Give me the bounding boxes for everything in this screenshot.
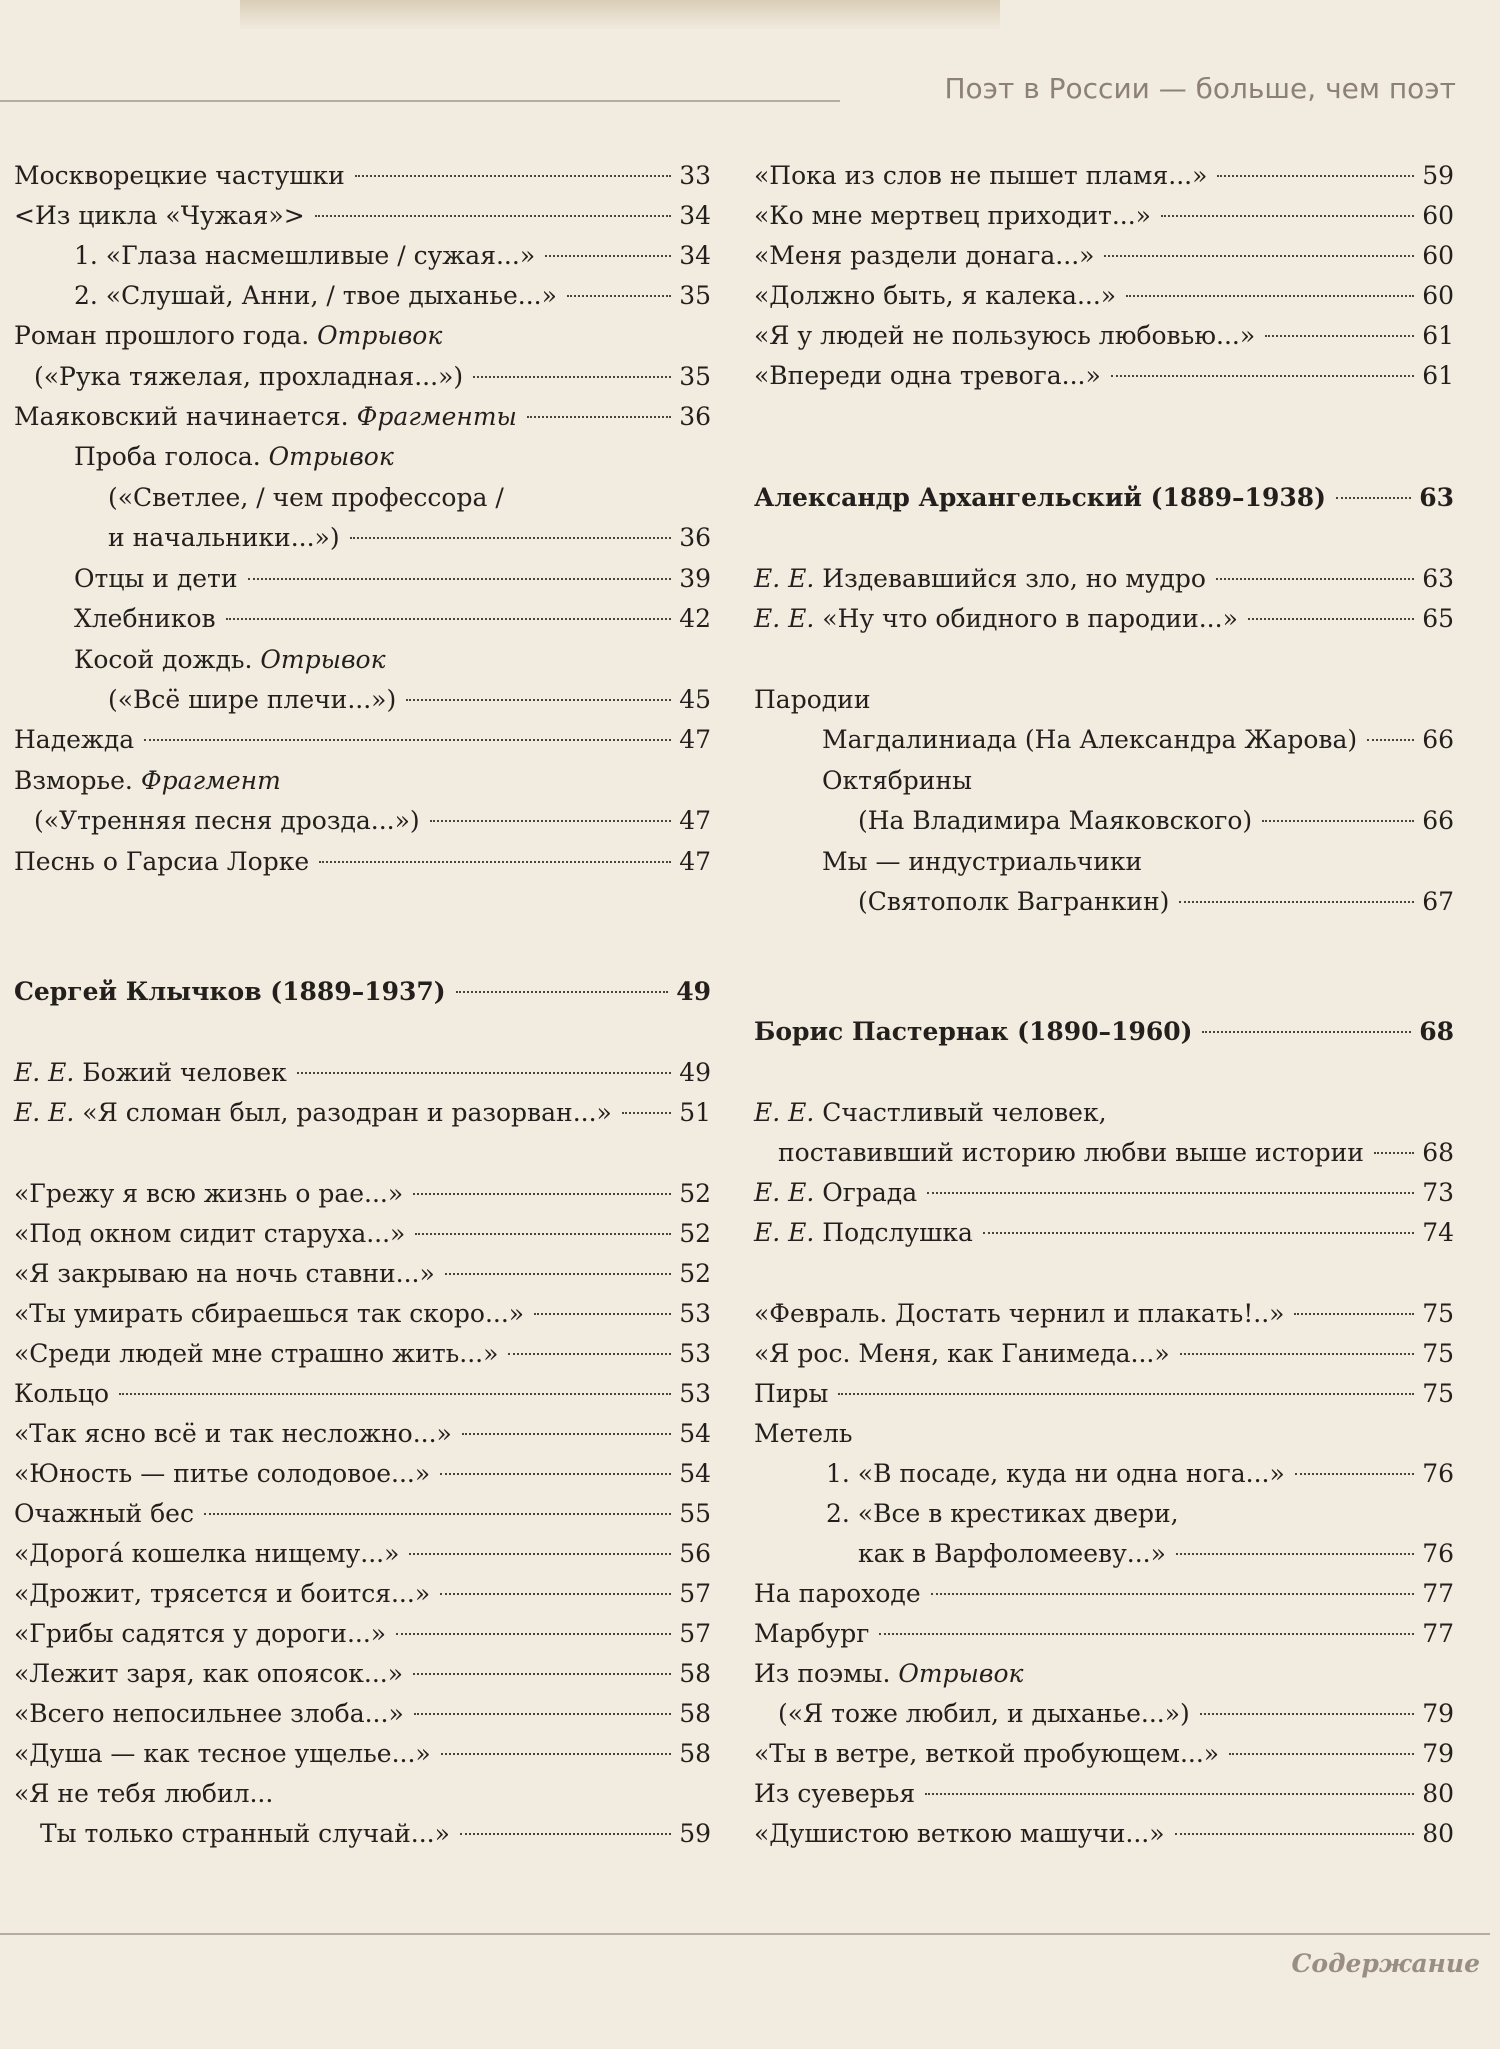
entry-title: Косой дождь. Отрывок <box>74 645 386 674</box>
entry-italic: Е. Е. <box>754 604 815 633</box>
page-number: 34 <box>679 201 711 230</box>
dot-leader <box>440 1593 671 1595</box>
dot-leader <box>415 1233 671 1235</box>
entry-title: («Рука тяжелая, прохладная...») <box>34 362 464 391</box>
entry-title: Роман прошлого года. Отрывок <box>14 321 443 350</box>
dot-leader <box>119 1393 671 1395</box>
toc-entry[interactable] <box>14 846 711 878</box>
dot-leader <box>1216 578 1414 580</box>
dot-leader <box>315 215 672 217</box>
dot-leader <box>460 1833 671 1835</box>
toc-entry[interactable] <box>14 200 711 232</box>
dot-leader <box>204 1513 671 1515</box>
page-number: 60 <box>1422 281 1454 310</box>
entry-title: Отцы и дети <box>74 564 238 593</box>
toc-entry[interactable] <box>754 160 1454 192</box>
page-number: 61 <box>1422 361 1454 390</box>
toc-entry[interactable] <box>754 603 1454 635</box>
page-number: 59 <box>1422 161 1454 190</box>
dot-leader <box>226 618 672 620</box>
toc-author-heading[interactable] <box>14 976 711 1008</box>
dot-leader <box>1294 1313 1414 1315</box>
entry-italic: Отрывок <box>268 442 394 471</box>
entry-title: Хлебников <box>74 604 216 633</box>
author-title: Сергей Клычков (1889–1937) <box>14 977 446 1006</box>
toc-entry[interactable] <box>14 1618 711 1650</box>
dot-leader <box>925 1793 1414 1795</box>
toc-author-heading[interactable] <box>754 1016 1454 1048</box>
dot-leader <box>1175 1833 1415 1835</box>
entry-title: «Должно быть, я калека...» <box>754 281 1117 310</box>
dot-leader <box>527 416 671 418</box>
page-number: 58 <box>679 1659 711 1688</box>
dot-leader <box>1265 335 1414 337</box>
page-number: 61 <box>1422 321 1454 350</box>
header-ornament <box>240 0 1000 30</box>
entry-title: «Меня раздели донага...» <box>754 241 1095 270</box>
entry-title: «Ко мне мертвец приходит...» <box>754 201 1151 230</box>
dot-leader <box>1111 375 1414 377</box>
entry-italic: Е. Е. <box>754 1178 815 1207</box>
entry-title: Е. Е. Подслушка <box>754 1218 973 1247</box>
entry-title: Марбург <box>754 1619 870 1648</box>
toc-entry-line <box>754 765 1454 797</box>
entry-title: Маяковский начинается. Фрагменты <box>14 402 517 431</box>
toc-entry[interactable] <box>754 1778 1454 1810</box>
dot-leader <box>983 1232 1414 1234</box>
dot-leader <box>409 1553 671 1555</box>
page-number: 52 <box>679 1179 711 1208</box>
entry-title: 2. «Все в крестиках двери, <box>826 1499 1179 1528</box>
entry-title: «Февраль. Достать чернил и плакать!..» <box>754 1299 1285 1328</box>
entry-italic: Е. Е. <box>754 1098 815 1127</box>
page-header-title: Поэт в России — больше, чем поэт <box>944 72 1456 105</box>
page-number: 79 <box>1422 1699 1454 1728</box>
entry-title: Москворецкие частушки <box>14 161 345 190</box>
footer-rule <box>0 1933 1490 1935</box>
entry-title: Пародии <box>754 685 871 714</box>
page-number: 55 <box>679 1499 711 1528</box>
toc-entry[interactable] <box>14 1658 711 1690</box>
entry-italic: Е. Е. <box>754 1218 815 1247</box>
entry-title: «Я рос. Меня, как Ганимеда...» <box>754 1339 1170 1368</box>
dot-leader <box>319 861 671 863</box>
toc-entry[interactable] <box>14 401 711 433</box>
toc-entry[interactable] <box>14 1338 711 1370</box>
toc-entry[interactable] <box>754 1578 1454 1610</box>
page-number: 35 <box>679 281 711 310</box>
toc-entry[interactable] <box>14 603 711 635</box>
page-number: 80 <box>1422 1819 1454 1848</box>
dot-leader <box>440 1473 671 1475</box>
dot-leader <box>144 739 671 741</box>
toc-entry[interactable] <box>14 1178 711 1210</box>
entry-title: 1. «Глаза насмешливые / сужая...» <box>74 241 536 270</box>
entry-title: (На Владимира Маяковского) <box>858 806 1253 835</box>
toc-entry[interactable] <box>754 886 1454 918</box>
page-number: 54 <box>679 1459 711 1488</box>
dot-leader <box>927 1192 1414 1194</box>
entry-italic: Фрагмент <box>140 766 281 795</box>
entry-title: Е. Е. «Я сломан был, разодран и разорван...» <box>14 1098 612 1127</box>
page-number: 63 <box>1419 483 1454 512</box>
toc-entry[interactable] <box>14 724 711 756</box>
dot-leader <box>414 1713 671 1715</box>
dot-leader <box>413 1193 671 1195</box>
entry-title: «Лежит заря, как опоясок...» <box>14 1659 404 1688</box>
entry-title: Надежда <box>14 725 135 754</box>
dot-leader <box>1176 1553 1414 1555</box>
toc-entry[interactable] <box>754 320 1454 352</box>
dot-leader <box>622 1112 671 1114</box>
entry-italic: Е. Е. <box>754 564 815 593</box>
page-number: 73 <box>1422 1178 1454 1207</box>
entry-title: «Впереди одна тревога...» <box>754 361 1101 390</box>
page-number: 77 <box>1422 1619 1454 1648</box>
entry-title: («Утренняя песня дрозда...») <box>34 806 420 835</box>
entry-title: Взморье. Фрагмент <box>14 766 281 795</box>
dot-leader <box>1229 1753 1414 1755</box>
dot-leader <box>545 255 671 257</box>
page-number: 75 <box>1422 1299 1454 1328</box>
entry-title: Е. Е. Издевавшийся зло, но мудро <box>754 564 1206 593</box>
toc-entry[interactable] <box>754 1137 1454 1169</box>
page-number: 53 <box>679 1379 711 1408</box>
toc-entry-line <box>754 1498 1454 1530</box>
toc-entry[interactable] <box>754 805 1454 837</box>
dot-leader <box>1202 1031 1411 1033</box>
toc-entry[interactable] <box>14 1538 711 1570</box>
entry-title: «Душа — как тесное ущелье...» <box>14 1739 431 1768</box>
page-number: 54 <box>679 1419 711 1448</box>
entry-title: Е. Е. «Ну что обидного в пародии...» <box>754 604 1238 633</box>
toc-entry[interactable] <box>14 1097 711 1129</box>
dot-leader <box>1179 901 1414 903</box>
dot-leader <box>534 1313 671 1315</box>
entry-title: «Среди людей мне страшно жить...» <box>14 1339 499 1368</box>
dot-leader <box>1336 497 1411 499</box>
toc-entry[interactable] <box>754 280 1454 312</box>
toc-entry[interactable] <box>14 361 711 393</box>
page-number: 52 <box>679 1259 711 1288</box>
dot-leader <box>1295 1473 1414 1475</box>
toc-entry[interactable] <box>754 240 1454 272</box>
entry-title: Из суеверья <box>754 1779 916 1808</box>
toc-author-heading[interactable] <box>754 482 1454 514</box>
dot-leader <box>396 1633 671 1635</box>
entry-title: Магдалиниада (На Александра Жарова) <box>822 725 1358 754</box>
dot-leader <box>462 1433 671 1435</box>
toc-entry[interactable] <box>14 1418 711 1450</box>
toc-entry[interactable] <box>14 1298 711 1330</box>
entry-title: Мы — индустриальчики <box>822 847 1143 876</box>
toc-entry[interactable] <box>754 1698 1454 1730</box>
entry-italic: Отрывок <box>898 1659 1024 1688</box>
toc-entry[interactable] <box>14 160 711 192</box>
page-number: 66 <box>1422 725 1454 754</box>
page-number: 75 <box>1422 1339 1454 1368</box>
page-footer-title: Содержание <box>1291 1949 1480 1978</box>
entry-title: Ты только странный случай...» <box>40 1819 450 1848</box>
entry-italic: Отрывок <box>260 645 386 674</box>
dot-leader <box>567 295 671 297</box>
dot-leader <box>1217 175 1414 177</box>
page-number: 49 <box>676 977 711 1006</box>
entry-title: Октябрины <box>822 766 972 795</box>
entry-italic: Фрагменты <box>356 402 517 431</box>
dot-leader <box>297 1072 671 1074</box>
page-number: 35 <box>679 362 711 391</box>
entry-title: 2. «Слушай, Анни, / твое дыханье...» <box>74 281 557 310</box>
entry-title: Очажный бес <box>14 1499 194 1528</box>
toc-entry[interactable] <box>14 1818 711 1850</box>
entry-title: «Душистою веткою машучи...» <box>754 1819 1165 1848</box>
toc-entry-heading <box>14 320 711 352</box>
page-number: 76 <box>1422 1539 1454 1568</box>
toc-entry-heading <box>754 1658 1454 1690</box>
page-number: 47 <box>679 725 711 754</box>
entry-title: «Я закрываю на ночь ставни...» <box>14 1259 435 1288</box>
page-number: 49 <box>679 1058 711 1087</box>
page-number: 74 <box>1422 1218 1454 1247</box>
page-number: 57 <box>679 1619 711 1648</box>
entry-title: Пиры <box>754 1379 829 1408</box>
page-number: 42 <box>679 604 711 633</box>
toc-entry[interactable] <box>14 805 711 837</box>
page-number: 63 <box>1422 564 1454 593</box>
toc-entry-line <box>14 482 711 514</box>
entry-title: как в Варфоломееву...» <box>858 1539 1166 1568</box>
dot-leader <box>473 376 671 378</box>
toc-entry[interactable] <box>754 1298 1454 1330</box>
dot-leader <box>508 1353 671 1355</box>
page-number: 66 <box>1422 806 1454 835</box>
page-number: 77 <box>1422 1579 1454 1608</box>
toc-entry[interactable] <box>754 1818 1454 1850</box>
entry-title: «Грежу я всю жизнь о рае...» <box>14 1179 404 1208</box>
page-number: 59 <box>679 1819 711 1848</box>
page-number: 39 <box>679 564 711 593</box>
toc-entry[interactable] <box>754 1538 1454 1570</box>
toc-entry-heading <box>754 1418 1454 1450</box>
entry-title: «Ты в ветре, веткой пробующем...» <box>754 1739 1220 1768</box>
page-number: 36 <box>679 523 711 552</box>
toc-entry[interactable] <box>754 1378 1454 1410</box>
page-number: 80 <box>1422 1779 1454 1808</box>
dot-leader <box>1374 1152 1414 1154</box>
entry-title: «Всего непосильнее злоба...» <box>14 1699 404 1728</box>
dot-leader <box>838 1393 1414 1395</box>
entry-title: 1. «В посаде, куда ни одна нога...» <box>826 1459 1285 1488</box>
page-number: 79 <box>1422 1739 1454 1768</box>
toc-entry[interactable] <box>14 240 711 272</box>
dot-leader <box>445 1273 671 1275</box>
page-number: 75 <box>1422 1379 1454 1408</box>
page-number: 58 <box>679 1739 711 1768</box>
dot-leader <box>1262 820 1414 822</box>
entry-title: («Всё шире плечи...») <box>108 685 397 714</box>
toc-entry[interactable] <box>14 522 711 554</box>
toc-entry[interactable] <box>754 1458 1454 1490</box>
dot-leader <box>1200 1713 1414 1715</box>
entry-title: «Я не тебя любил... <box>14 1779 274 1808</box>
entry-title: Кольцо <box>14 1379 110 1408</box>
toc-entry[interactable] <box>14 1698 711 1730</box>
dot-leader <box>1180 1353 1415 1355</box>
dot-leader <box>1104 255 1414 257</box>
entry-title: «Я у людей не пользуюсь любовью...» <box>754 321 1256 350</box>
entry-italic: Е. Е. <box>14 1098 75 1127</box>
dot-leader <box>413 1673 671 1675</box>
dot-leader <box>430 820 672 822</box>
entry-title: и начальники...») <box>108 523 340 552</box>
page-number: 47 <box>679 847 711 876</box>
entry-italic: Отрывок <box>317 321 443 350</box>
toc-entry-line <box>754 1097 1454 1129</box>
toc-entry[interactable] <box>754 1217 1454 1249</box>
toc-entry[interactable] <box>14 1378 711 1410</box>
page-number: 68 <box>1419 1017 1454 1046</box>
toc-entry[interactable] <box>754 1177 1454 1209</box>
page-number: 52 <box>679 1219 711 1248</box>
page-number: 60 <box>1422 201 1454 230</box>
dot-leader <box>456 991 669 993</box>
toc-entry[interactable] <box>754 360 1454 392</box>
dot-leader <box>248 578 672 580</box>
toc-entry-line <box>14 1778 711 1810</box>
entry-title: поставивший историю любви выше истории <box>778 1138 1364 1167</box>
page-number: 33 <box>679 161 711 190</box>
dot-leader <box>879 1633 1414 1635</box>
toc-entry[interactable] <box>754 1618 1454 1650</box>
toc-entry-heading <box>14 441 711 473</box>
dot-leader <box>1161 215 1414 217</box>
entry-title: «Юность — питье солодовое...» <box>14 1459 431 1488</box>
dot-leader <box>931 1593 1415 1595</box>
page-number: 68 <box>1422 1138 1454 1167</box>
entry-title: «Под окном сидит старуха...» <box>14 1219 406 1248</box>
toc-entry[interactable] <box>754 200 1454 232</box>
page-number: 58 <box>679 1699 711 1728</box>
entry-italic: Е. Е. <box>14 1058 75 1087</box>
entry-title: «Дорогá кошелка нищему...» <box>14 1539 400 1568</box>
author-title: Александр Архангельский (1889–1938) <box>754 483 1326 512</box>
entry-title: (Святополк Вагранкин) <box>858 887 1170 916</box>
page-number: 56 <box>679 1539 711 1568</box>
dot-leader <box>1126 295 1414 297</box>
toc-entry[interactable] <box>14 1057 711 1089</box>
toc-entry[interactable] <box>754 724 1454 756</box>
entry-title: Песнь о Гарсиа Лорке <box>14 847 310 876</box>
toc-entry[interactable] <box>14 563 711 595</box>
page-number: 53 <box>679 1339 711 1368</box>
toc-entry-heading <box>14 644 711 676</box>
entry-title: На пароходе <box>754 1579 921 1608</box>
toc-entry[interactable] <box>14 280 711 312</box>
toc-entry-heading <box>754 684 1454 716</box>
entry-title: «Пока из слов не пышет пламя...» <box>754 161 1208 190</box>
page-number: 76 <box>1422 1459 1454 1488</box>
toc-entry-line <box>754 846 1454 878</box>
entry-title: Из поэмы. Отрывок <box>754 1659 1024 1688</box>
page-number: 57 <box>679 1579 711 1608</box>
dot-leader <box>1367 739 1414 741</box>
dot-leader <box>406 699 671 701</box>
header-rule <box>0 100 840 102</box>
page-number: 51 <box>679 1098 711 1127</box>
entry-title: («Я тоже любил, и дыханье...») <box>778 1699 1190 1728</box>
page-number: 36 <box>679 402 711 431</box>
entry-title: «Так ясно всё и так несложно...» <box>14 1419 452 1448</box>
toc-entry[interactable] <box>14 1258 711 1290</box>
toc-entry[interactable] <box>14 1458 711 1490</box>
toc-entry[interactable] <box>14 1578 711 1610</box>
page-number: 47 <box>679 806 711 835</box>
entry-title: <Из цикла «Чужая»> <box>14 201 305 230</box>
page-number: 53 <box>679 1299 711 1328</box>
page-number: 65 <box>1422 604 1454 633</box>
toc-entry[interactable] <box>754 1738 1454 1770</box>
entry-title: Проба голоса. Отрывок <box>74 442 394 471</box>
toc-entry[interactable] <box>14 1218 711 1250</box>
entry-title: «Грибы садятся у дороги...» <box>14 1619 387 1648</box>
dot-leader <box>350 537 672 539</box>
page-number: 60 <box>1422 241 1454 270</box>
page-number: 34 <box>679 241 711 270</box>
entry-title: «Дрожит, трясется и боится...» <box>14 1579 431 1608</box>
toc-entry-heading <box>14 765 711 797</box>
entry-title: Е. Е. Божий человек <box>14 1058 287 1087</box>
entry-title: Метель <box>754 1419 853 1448</box>
toc-entry[interactable] <box>14 1738 711 1770</box>
page-number: 67 <box>1422 887 1454 916</box>
toc-entry[interactable] <box>754 563 1454 595</box>
dot-leader <box>441 1753 671 1755</box>
toc-entry[interactable] <box>14 684 711 716</box>
entry-title: Е. Е. Счастливый человек, <box>754 1098 1107 1127</box>
toc-entry[interactable] <box>14 1498 711 1530</box>
entry-title: Е. Е. Ограда <box>754 1178 918 1207</box>
entry-title: («Светлее, / чем профессора / <box>108 483 504 512</box>
entry-title: «Ты умирать сбираешься так скоро...» <box>14 1299 525 1328</box>
dot-leader <box>1248 618 1414 620</box>
dot-leader <box>355 175 671 177</box>
page-number: 45 <box>679 685 711 714</box>
toc-entry[interactable] <box>754 1338 1454 1370</box>
author-title: Борис Пастернак (1890–1960) <box>754 1017 1193 1046</box>
